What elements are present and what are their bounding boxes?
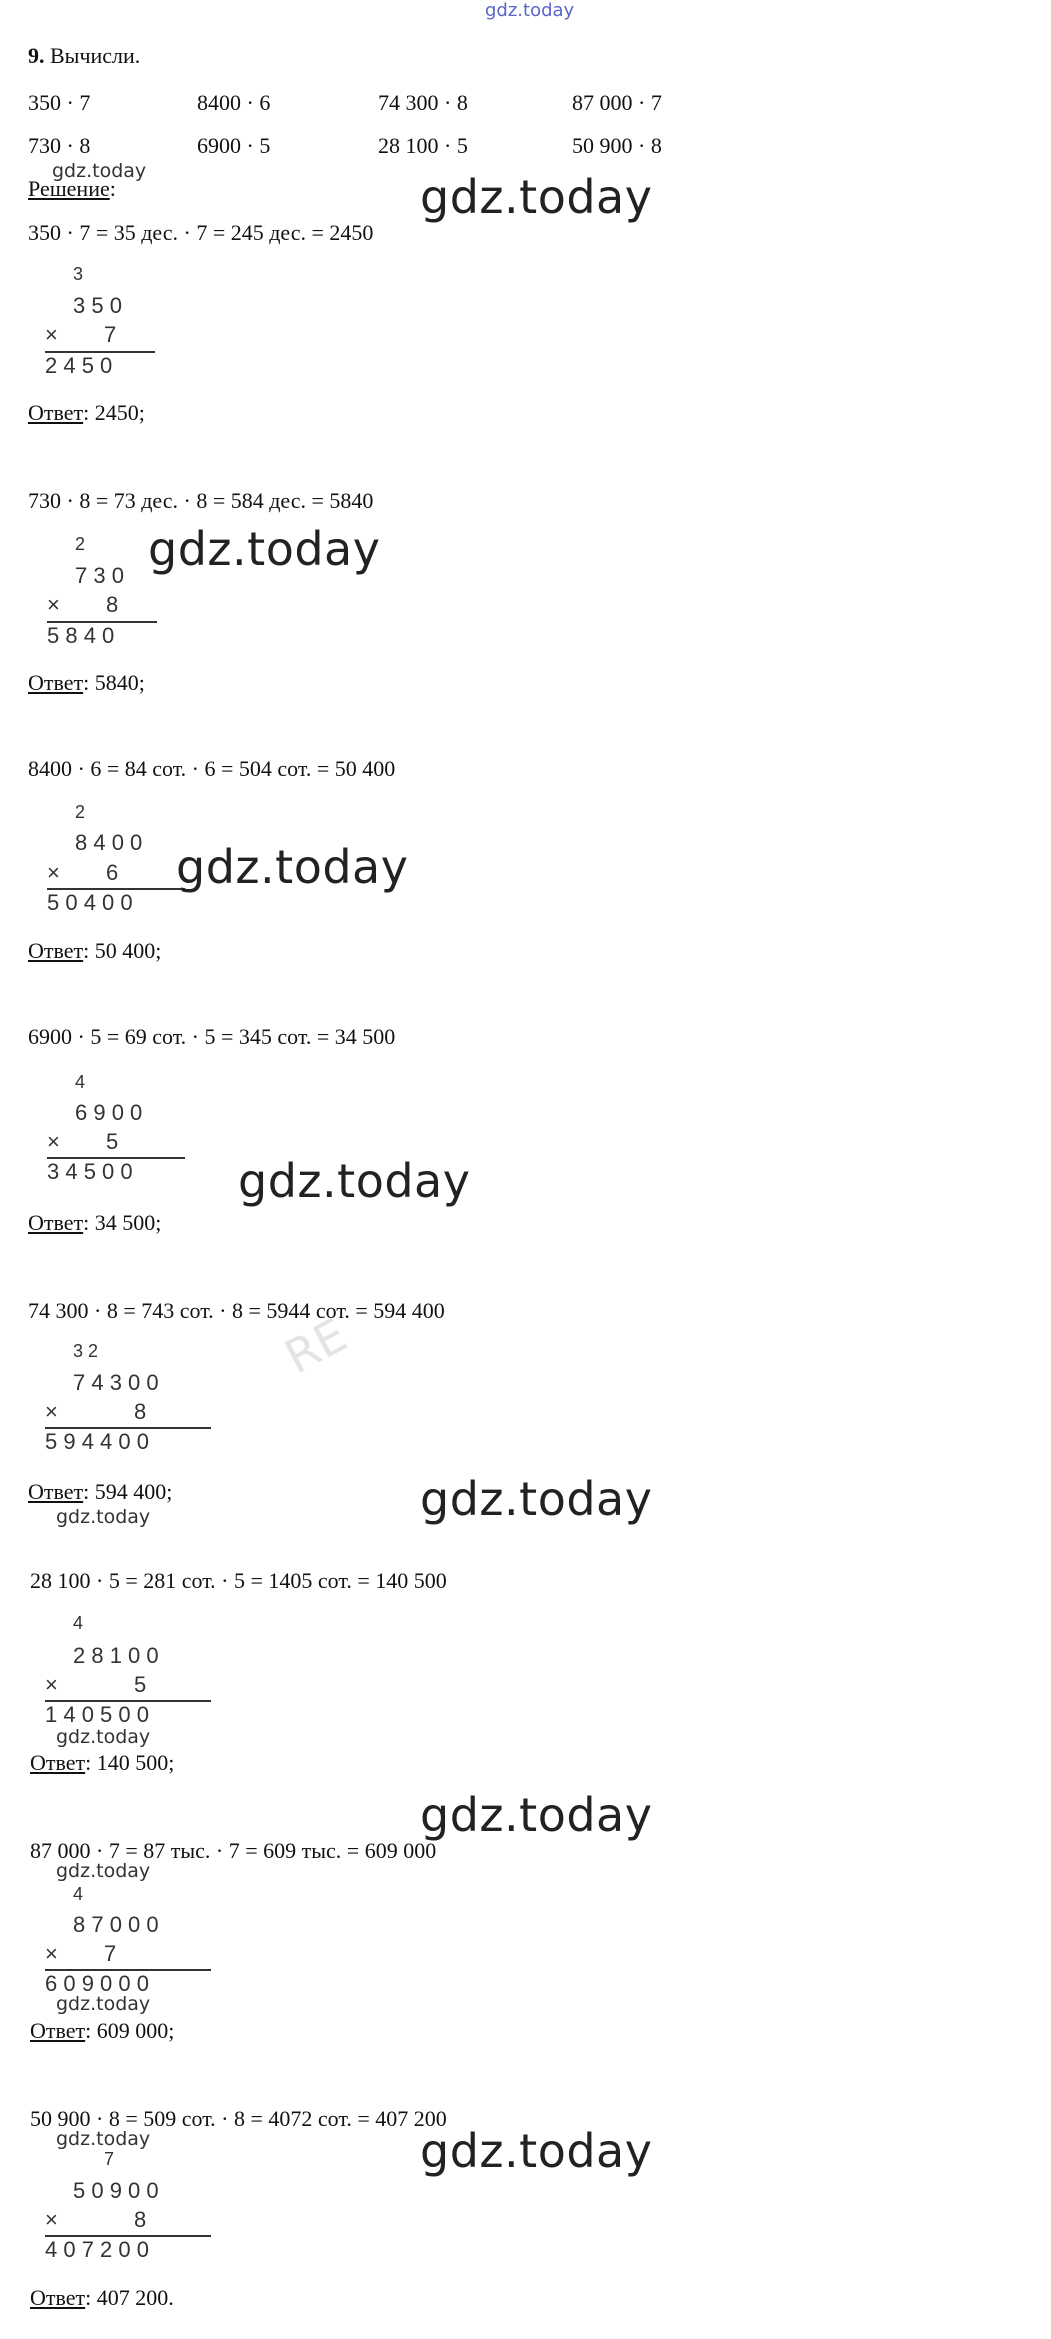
solution-label: Решение: <box>28 176 116 201</box>
carry-digit: 2 <box>75 802 86 822</box>
carry-digit: 2 <box>75 534 86 554</box>
carry-digit: 7 <box>104 2149 115 2169</box>
product: 6 0 9 0 0 0 <box>45 1971 149 1996</box>
watermark: gdz.today <box>420 170 653 224</box>
watermark: gdz.today <box>176 840 409 894</box>
watermark-small: gdz.today <box>52 160 147 182</box>
watermark: gdz.today <box>420 1472 653 1526</box>
answer: Ответ: 407 200. <box>30 2285 174 2310</box>
multiplier: 5 <box>106 1129 119 1154</box>
multiplicand: 2 8 1 0 0 <box>73 1643 159 1668</box>
expression: 28 100 · 5 <box>378 133 468 158</box>
equation: 6900 · 5 = 69 сот. · 5 = 345 сот. = 34 500 <box>28 1024 396 1049</box>
equation: 8400 · 6 = 84 сот. · 6 = 504 сот. = 50 400 <box>28 756 396 781</box>
task-instruction: Вычисли. <box>50 43 141 68</box>
multiply-sign: × <box>47 860 60 885</box>
multiply-sign: × <box>45 1399 58 1424</box>
multiplicand: 8 7 0 0 0 <box>73 1912 159 1937</box>
multiplicand: 8 4 0 0 <box>75 830 143 855</box>
multiplicand: 6 9 0 0 <box>75 1100 143 1125</box>
carry-digit: 3 2 <box>73 1341 99 1361</box>
multiplier: 8 <box>134 2207 147 2232</box>
product: 4 0 7 2 0 0 <box>45 2237 149 2262</box>
multiply-sign: × <box>45 1672 58 1697</box>
expression: 87 000 · 7 <box>572 90 662 115</box>
watermark-small: gdz.today <box>56 1860 151 1882</box>
answer: Ответ: 34 500; <box>28 1210 162 1235</box>
equation: 350 · 7 = 35 дес. · 7 = 245 дес. = 2450 <box>28 220 374 245</box>
answer: Ответ: 609 000; <box>30 2018 175 2043</box>
multiply-sign: × <box>45 322 58 347</box>
multiplicand: 5 0 9 0 0 <box>73 2178 159 2203</box>
multiplier: 8 <box>134 1399 147 1424</box>
expression: 8400 · 6 <box>197 90 271 115</box>
expression: 6900 · 5 <box>197 133 271 158</box>
watermark-small: gdz.today <box>56 1993 151 2015</box>
answer: Ответ: 2450; <box>28 400 145 425</box>
multiplier: 6 <box>106 860 119 885</box>
carry-digit: 3 <box>73 264 84 284</box>
equation: 74 300 · 8 = 743 сот. · 8 = 5944 сот. = 594 400 <box>28 1298 445 1323</box>
watermark: gdz.today <box>238 1154 471 1208</box>
multiplicand: 7 3 0 <box>75 563 124 588</box>
equation: 28 100 · 5 = 281 сот. · 5 = 1405 сот. = 140 500 <box>30 1568 447 1593</box>
expression: 730 · 8 <box>28 133 91 158</box>
expression: 74 300 · 8 <box>378 90 468 115</box>
equation: 87 000 · 7 = 87 тыс. · 7 = 609 тыс. = 609 000 <box>30 1838 437 1863</box>
watermark-small: gdz.today <box>56 2128 151 2150</box>
answer: Ответ: 5840; <box>28 670 145 695</box>
watermark: gdz.today <box>148 522 381 576</box>
product: 5 8 4 0 <box>47 623 115 648</box>
equation: 730 · 8 = 73 дес. · 8 = 584 дес. = 5840 <box>28 488 374 513</box>
product: 2 4 5 0 <box>45 353 113 378</box>
multiplicand: 3 5 0 <box>73 293 122 318</box>
product: 5 0 4 0 0 <box>47 890 133 915</box>
answer: Ответ: 140 500; <box>30 1750 175 1775</box>
watermark-small: gdz.today <box>56 1506 151 1528</box>
carry-digit: 4 <box>73 1613 84 1633</box>
watermark-small: gdz.today <box>56 1726 151 1748</box>
expression: 50 900 · 8 <box>572 133 662 158</box>
multiply-sign: × <box>47 592 60 617</box>
multiplier: 5 <box>134 1672 147 1697</box>
multiply-sign: × <box>45 2207 58 2232</box>
answer: Ответ: 50 400; <box>28 938 162 963</box>
carry-digit: 4 <box>73 1884 84 1904</box>
product: 3 4 5 0 0 <box>47 1159 133 1184</box>
faint-watermark: RE <box>276 1307 356 1385</box>
equation: 50 900 · 8 = 509 сот. · 8 = 4072 сот. = 407 200 <box>30 2106 447 2131</box>
task-header <box>28 45 140 67</box>
answer: Ответ: 594 400; <box>28 1479 173 1504</box>
product: 1 4 0 5 0 0 <box>45 1702 149 1727</box>
expression: 350 · 7 <box>28 90 91 115</box>
header-watermark: gdz.today <box>485 0 575 21</box>
multiplier: 7 <box>104 1941 117 1966</box>
carry-digit: 4 <box>75 1072 86 1092</box>
multiply-sign: × <box>47 1129 60 1154</box>
product: 5 9 4 4 0 0 <box>45 1429 149 1454</box>
multiplier: 7 <box>104 322 117 347</box>
multiply-sign: × <box>45 1941 58 1966</box>
multiplicand: 7 4 3 0 0 <box>73 1370 159 1395</box>
watermark: gdz.today <box>420 2124 653 2178</box>
multiplier: 8 <box>106 592 119 617</box>
task-number: 9. <box>28 43 45 68</box>
watermark: gdz.today <box>420 1788 653 1842</box>
